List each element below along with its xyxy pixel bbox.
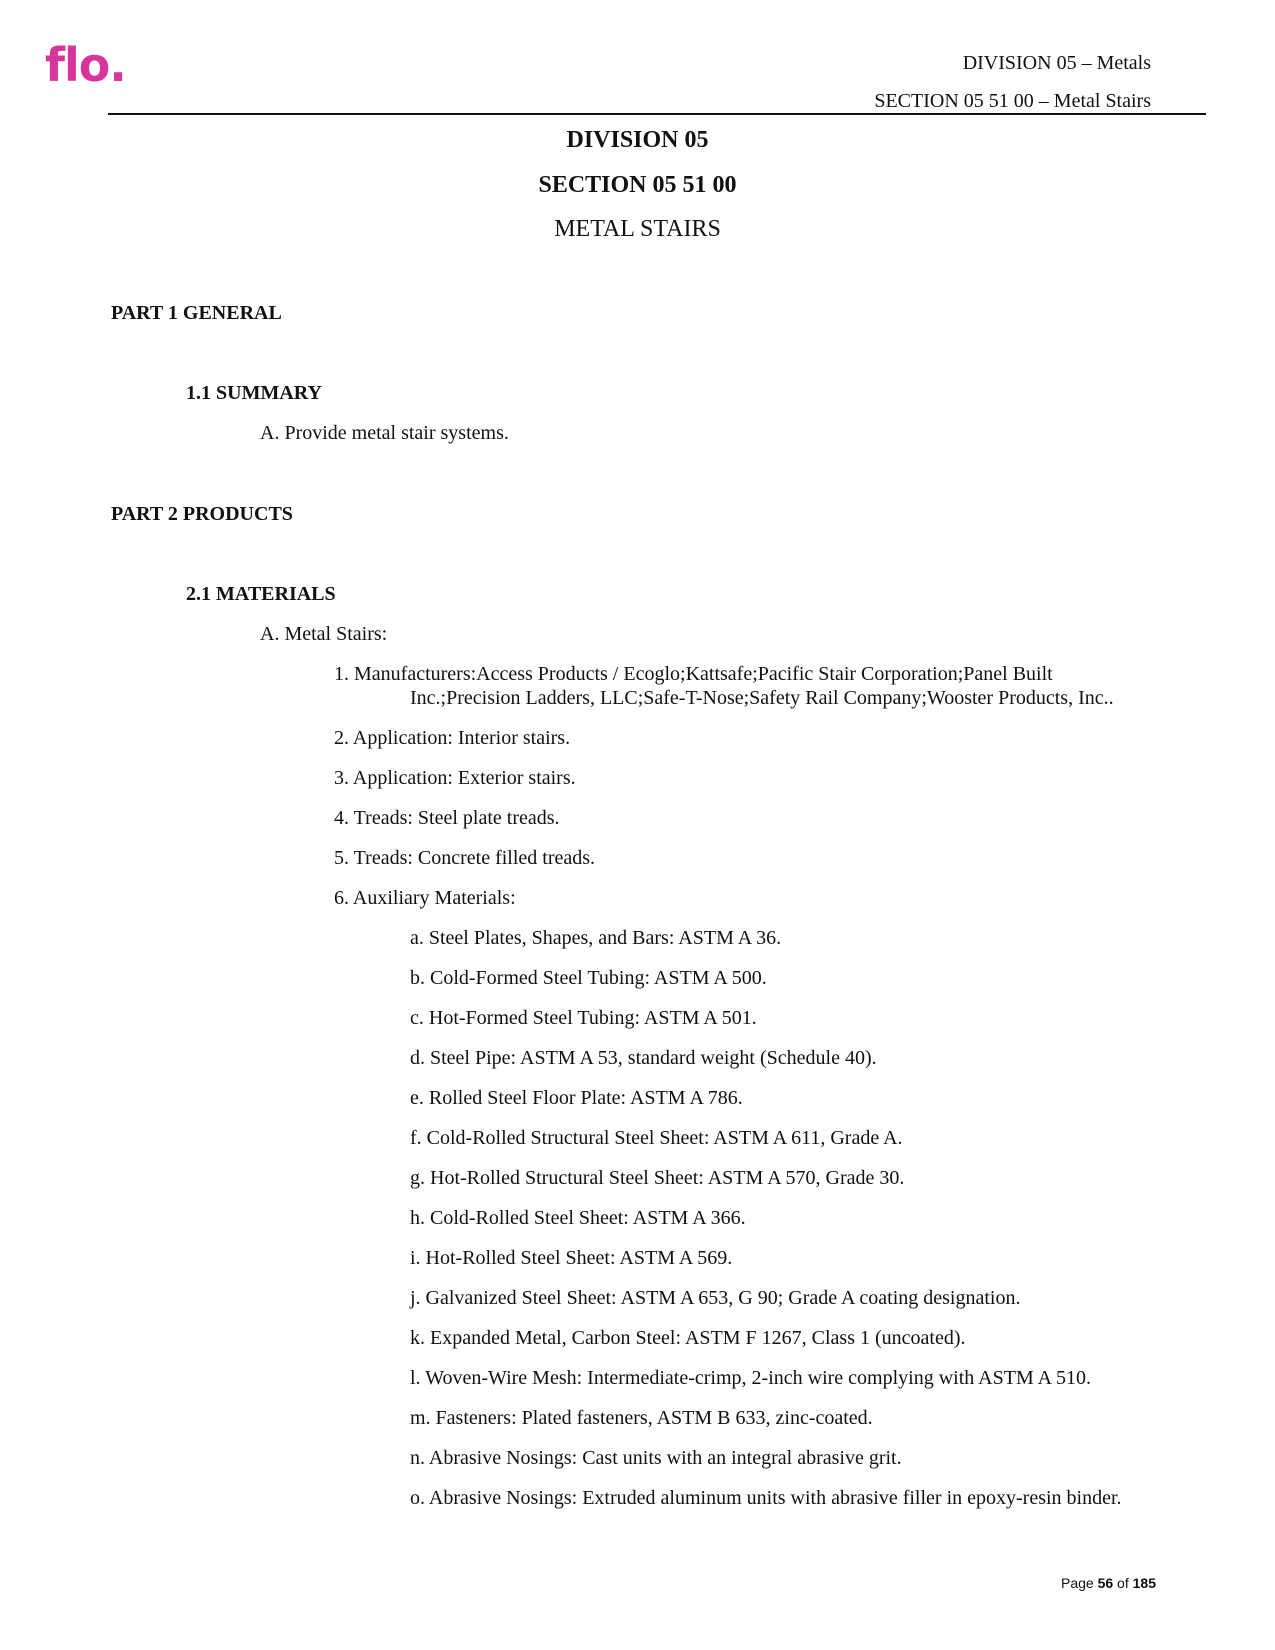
page-number-of: of xyxy=(1113,1575,1133,1591)
sub-list-item: g. Hot-Rolled Structural Steel Sheet: ASTM A 570, Grade 30. xyxy=(410,1167,905,1189)
document-section-title: SECTION 05 51 00 xyxy=(538,172,737,198)
part-2-heading: PART 2 PRODUCTS xyxy=(111,503,293,525)
sub-list-item: d. Steel Pipe: ASTM A 53, standard weight (Schedule 40). xyxy=(410,1047,877,1069)
sub-list-item: h. Cold-Rolled Steel Sheet: ASTM A 366. xyxy=(410,1207,746,1229)
sub-list-item: j. Galvanized Steel Sheet: ASTM A 653, G 90; Grade A coating designation. xyxy=(410,1287,1021,1309)
part-1-heading: PART 1 GENERAL xyxy=(111,302,282,324)
materials-paragraph-a: A. Metal Stairs: xyxy=(260,623,388,645)
header-section: SECTION 05 51 00 – Metal Stairs xyxy=(874,90,1151,112)
list-item-manufacturers: 1. Manufacturers:Access Products / Ecoglo;Kattsafe;Pacific Stair Corporation;Panel Built xyxy=(334,663,1053,685)
sub-list-item: c. Hot-Formed Steel Tubing: ASTM A 501. xyxy=(410,1007,757,1029)
sub-list-item: e. Rolled Steel Floor Plate: ASTM A 786. xyxy=(410,1087,743,1109)
sub-list-item: n. Abrasive Nosings: Cast units with an integral abrasive grit. xyxy=(410,1447,902,1469)
sub-list-item: i. Hot-Rolled Steel Sheet: ASTM A 569. xyxy=(410,1247,733,1269)
sub-list-item: l. Woven-Wire Mesh: Intermediate-crimp, 2-inch wire complying with ASTM A 510. xyxy=(410,1367,1091,1389)
header-divider xyxy=(108,113,1206,115)
list-item: 6. Auxiliary Materials: xyxy=(334,887,516,909)
sub-list-item: o. Abrasive Nosings: Extruded aluminum units with abrasive filler in epoxy-resin binder. xyxy=(410,1487,1122,1509)
header-division: DIVISION 05 – Metals xyxy=(962,52,1151,74)
sub-list-item: a. Steel Plates, Shapes, and Bars: ASTM A 36. xyxy=(410,927,782,949)
sub-list-item: f. Cold-Rolled Structural Steel Sheet: ASTM A 611, Grade A. xyxy=(410,1127,903,1149)
running-header xyxy=(874,44,1151,120)
current-page: 56 xyxy=(1097,1575,1114,1591)
page-number xyxy=(1061,1575,1156,1591)
document-title: METAL STAIRS xyxy=(554,216,721,242)
article-2-1-heading: 2.1 MATERIALS xyxy=(186,583,336,605)
list-item: 2. Application: Interior stairs. xyxy=(334,727,571,749)
flo-logo: flo. xyxy=(45,38,126,92)
sub-list-item: m. Fasteners: Plated fasteners, ASTM B 633, zinc-coated. xyxy=(410,1407,873,1429)
article-1-1-heading: 1.1 SUMMARY xyxy=(186,382,322,404)
sub-list-item: k. Expanded Metal, Carbon Steel: ASTM F 1267, Class 1 (uncoated). xyxy=(410,1327,966,1349)
sub-list-item: b. Cold-Formed Steel Tubing: ASTM A 500. xyxy=(410,967,767,989)
total-pages: 185 xyxy=(1132,1575,1156,1591)
document-division-title: DIVISION 05 xyxy=(566,127,709,153)
list-item: 3. Application: Exterior stairs. xyxy=(334,767,576,789)
summary-paragraph-a: A. Provide metal stair systems. xyxy=(260,422,509,444)
list-item: 4. Treads: Steel plate treads. xyxy=(334,807,560,829)
list-item: 5. Treads: Concrete filled treads. xyxy=(334,847,596,869)
page-number-prefix: Page xyxy=(1061,1575,1098,1591)
list-item-manufacturers-continued: Inc.;Precision Ladders, LLC;Safe-T-Nose;Safety Rail Company;Wooster Products, Inc.. xyxy=(410,687,1114,709)
